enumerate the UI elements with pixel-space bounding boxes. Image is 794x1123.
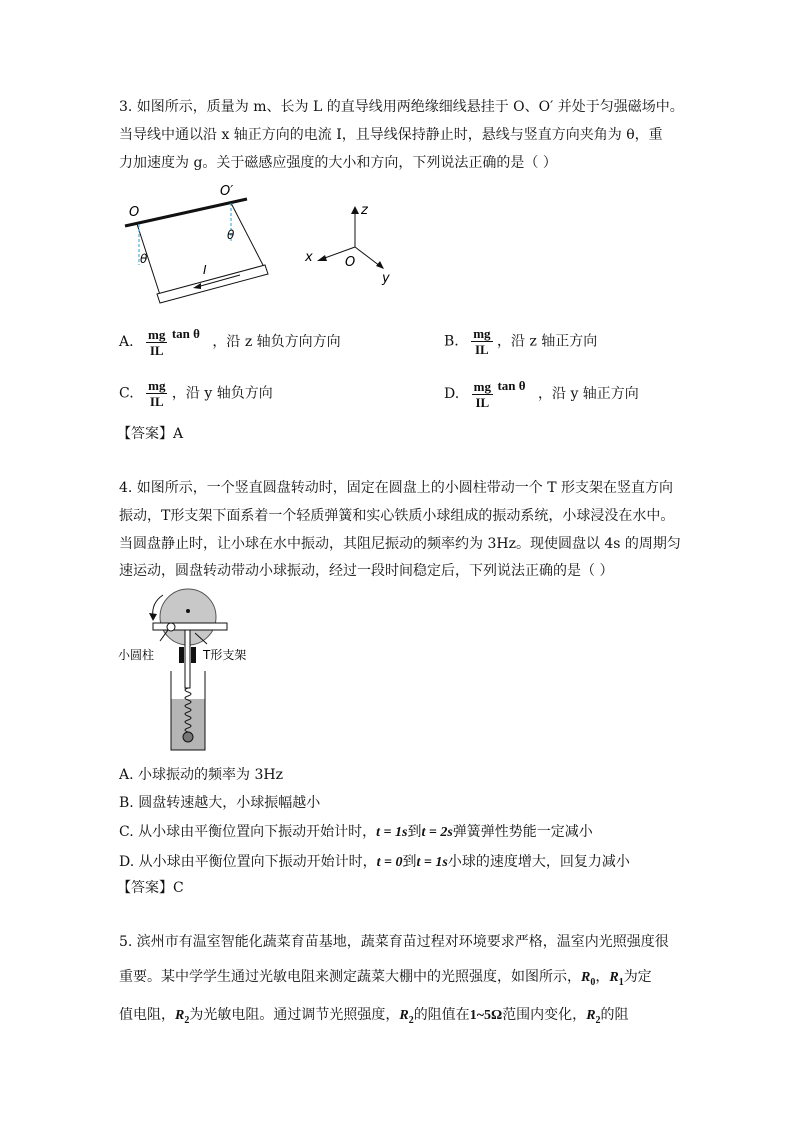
q5-line-2: 重要。某中学学生通过光敏电阻来测定蔬菜大棚中的光照强度，如图所示，$R_0$，$R_1$为定	[119, 969, 652, 988]
q5-line-1: 5. 滨州市有温室智能化蔬菜育苗基地，蔬菜育苗过程对环境要求严格，温室内光照强度很	[119, 934, 669, 950]
guide-block-left	[179, 647, 184, 663]
label-current: I	[203, 263, 207, 277]
q3-line-1: 3. 如图所示，质量为 m、长为 L 的直导线用两绝缘细线悬挂于 O、O′ 并处于匀强磁场中。	[119, 99, 684, 115]
q3-option-d: D. $\frac{mg}{IL}$ tan θ ，沿 y 轴正方向	[444, 378, 639, 410]
q3-line-3: 力加速度为 g。关于磁感应强度的大小和方向，下列说法正确的是（ ）	[119, 155, 557, 171]
q4-option-a: A. 小球振动的频率为 3Hz	[119, 767, 283, 783]
small-cylinder	[167, 623, 175, 631]
axis-label-origin: O	[345, 255, 356, 270]
q3-line-2: 当导线中通以沿 x 轴正方向的电流 I，且导线保持静止时，悬线与竖直方向夹角为 θ，重	[119, 127, 663, 143]
t-bracket-crossbar	[153, 623, 227, 630]
q4-answer: 【答案】C	[117, 880, 184, 896]
suspension-thread-right	[231, 203, 265, 269]
label-o-prime: O′	[220, 184, 234, 199]
q4-option-b: B. 圆盘转速越大，小球振幅越小	[119, 795, 321, 811]
iron-ball	[183, 732, 193, 742]
q3-axes-figure	[300, 200, 410, 290]
rotation-arrowhead	[149, 613, 157, 621]
q3-answer: 【答案】A	[117, 426, 184, 442]
q3-wire-figure	[115, 183, 295, 303]
fraction-mg-over-il: $\frac{mg}{IL}$	[473, 378, 491, 410]
label-theta-left: θ	[140, 252, 148, 266]
label-theta-right: θ	[227, 228, 235, 242]
q3-option-a: A. $\frac{mg}{IL}$ tan θ ，沿 z 轴负方向方向	[119, 326, 341, 358]
fraction-mg-over-il: $\frac{mg}{IL}$	[148, 378, 166, 409]
t-bracket-rod	[185, 630, 190, 688]
conducting-wire	[157, 265, 268, 303]
q4-disc-spring-figure	[115, 587, 275, 752]
axis-label-z: z	[361, 203, 368, 218]
label-small-cylinder: 小圆柱	[118, 648, 155, 662]
axis-label-y: y	[382, 271, 390, 286]
q5-line-3: 值电阻，$R_2$为光敏电阻。通过调节光照强度，$R_2$的阻值在1~5Ω范围内变化，$R_2$的阻	[119, 1007, 629, 1026]
x-arrowhead	[317, 255, 327, 261]
q4-line-1: 4. 如图所示，一个竖直圆盘转动时，固定在圆盘上的小圆柱带动一个 T 形支架在竖直方向	[119, 480, 674, 496]
y-arrowhead	[376, 261, 384, 269]
guide-block-right	[191, 647, 196, 663]
q4-line-4: 速运动，圆盘转动带动小球振动，经过一段时间稳定后，下列说法正确的是（ ）	[119, 563, 614, 579]
label-o: O	[129, 205, 140, 220]
fraction-mg-over-il: $\frac{mg}{IL}$	[148, 326, 166, 358]
fraction-mg-over-il: $\frac{mg}{IL}$	[473, 326, 491, 357]
y-axis	[355, 247, 380, 266]
label-t-bracket: T形支架	[203, 648, 247, 662]
q4-option-d: D. 从小球由平衡位置向下振动开始计时，t = 0到t = 1s小球的速度增大，回复力减小	[119, 854, 630, 870]
q4-line-2: 振动，T形支架下面系着一个轻质弹簧和实心铁质小球组成的振动系统，小球浸没在水中。	[119, 508, 675, 524]
ceiling-bar	[125, 199, 247, 226]
q4-line-3: 当圆盘静止时，让小球在水中振动，其阻尼振动的频率约为 3Hz。现使圆盘以 4s 的周期匀	[119, 536, 681, 552]
q4-option-c: C. 从小球由平衡位置向下振动开始计时，t = 1s到t = 2s弹簧弹性势能一定减小	[119, 824, 593, 840]
q3-option-b: B. $\frac{mg}{IL}$ ，沿 z 轴正方向	[444, 326, 598, 357]
z-arrowhead	[351, 206, 359, 214]
disc-center	[186, 609, 190, 613]
axis-label-x: x	[305, 250, 313, 265]
q3-option-c: C. $\frac{mg}{IL}$ ，沿 y 轴负方向	[119, 378, 273, 409]
